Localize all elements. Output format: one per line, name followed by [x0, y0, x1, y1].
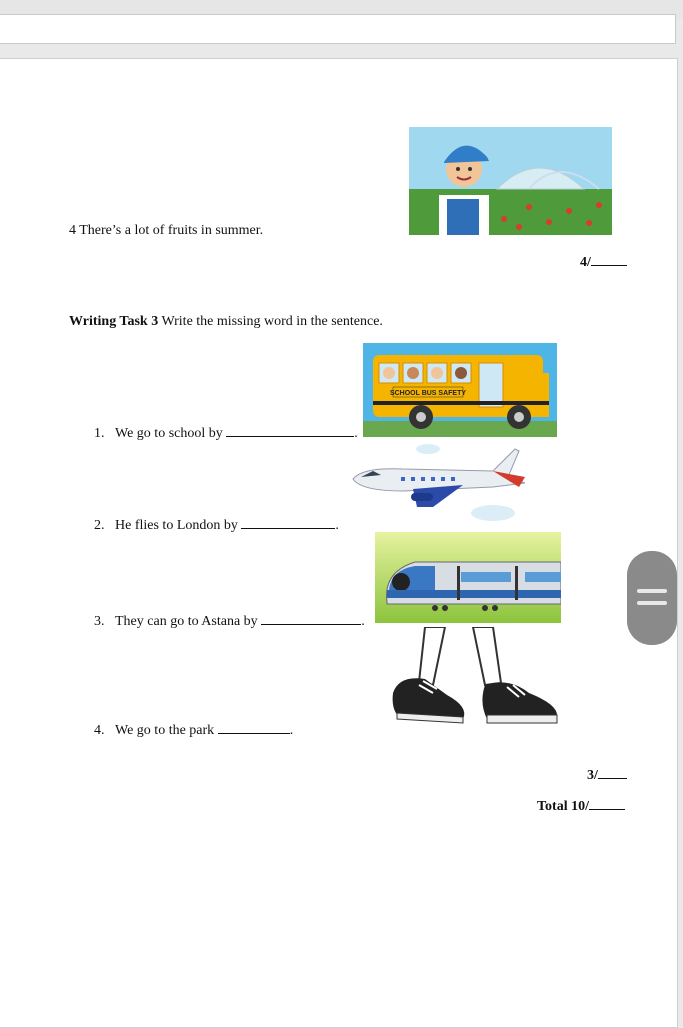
task2-score-label: 4/ [580, 255, 591, 270]
score-blank[interactable] [589, 797, 625, 810]
task3-heading-rest: Write the missing word in the sentence. [158, 314, 383, 329]
total-score-label: Total 10/ [537, 799, 589, 814]
item-number: 2. [94, 518, 105, 533]
scroll-handle-bar [637, 601, 667, 605]
walking-shoes-image [389, 627, 563, 732]
train-image [375, 532, 561, 623]
answer-blank-4[interactable] [218, 721, 290, 734]
task3-heading-bold: Writing Task 3 [69, 314, 159, 329]
task2-sentence: 4 There’s a lot of fruits in summer. [69, 223, 264, 238]
total-score [537, 797, 625, 815]
bus-sign: SCHOOL BUS SAFETY [389, 390, 467, 397]
scroll-handle-icon[interactable] [627, 551, 677, 645]
item-text: He flies to London by [115, 518, 238, 533]
item-end: . [361, 614, 365, 629]
item-end: . [354, 426, 358, 441]
task2-score [580, 253, 627, 271]
item-text: We go to the park [115, 723, 215, 738]
task3-heading [69, 314, 383, 330]
item-text: We go to school by [115, 426, 223, 441]
task3-item-3 [94, 612, 365, 630]
task3-item-2 [94, 516, 339, 534]
task3-score-label: 3/ [587, 768, 598, 783]
scroll-handle-bar [637, 589, 667, 593]
task3-item-1 [94, 424, 358, 442]
answer-blank-2[interactable] [241, 516, 335, 529]
item-end: . [335, 518, 339, 533]
score-blank[interactable] [591, 253, 627, 266]
previous-page [0, 14, 676, 44]
school-bus-image [363, 343, 557, 437]
airplane-image [343, 441, 526, 529]
answer-blank-3[interactable] [261, 612, 361, 625]
task3-score [587, 766, 627, 784]
item-text: They can go to Astana by [115, 614, 258, 629]
item-number: 3. [94, 614, 105, 629]
item-number: 4. [94, 723, 105, 738]
farmer-greenhouse-image [409, 127, 612, 235]
score-blank[interactable] [598, 766, 627, 779]
item-number: 1. [94, 426, 105, 441]
item-end: . [289, 723, 294, 738]
answer-blank-1[interactable] [226, 424, 354, 437]
task3-item-4 [94, 721, 293, 739]
